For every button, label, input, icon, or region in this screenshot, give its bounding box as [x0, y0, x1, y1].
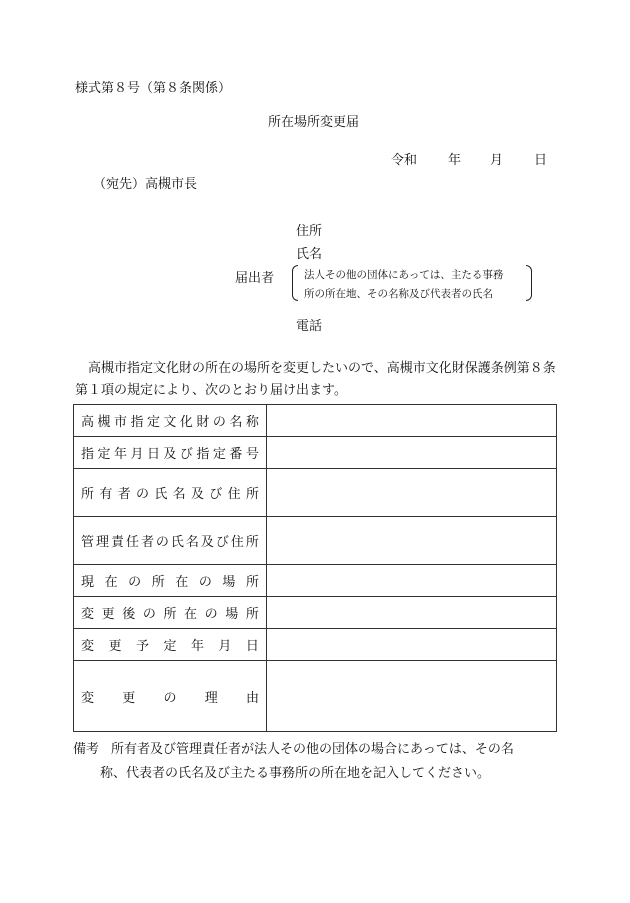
label-char: の — [212, 415, 226, 430]
body-text: 高槻市指定文化財の所在の場所を変更したいので、高槻市文化財保護条例第８条第１項の規定により、次のとおり届け出ます。 — [75, 361, 556, 398]
table-row — [74, 597, 557, 629]
label-char: 指 — [81, 447, 95, 462]
label-char: 変 — [81, 639, 95, 654]
label-char: 及 — [200, 535, 214, 550]
label-char: 住 — [227, 487, 241, 502]
label-char: 有 — [99, 487, 113, 502]
row-label — [74, 597, 267, 629]
label-text — [81, 687, 259, 706]
phone-label: 電話 — [296, 319, 323, 334]
label-char: 任 — [125, 535, 139, 550]
right-bracket — [526, 265, 532, 301]
remarks-line2: 称、代表者の氏名及び主たる事務所の所在地を記入してください。 — [100, 766, 491, 781]
label-text — [81, 443, 259, 462]
label-char: 名 — [172, 487, 186, 502]
label-char: 由 — [245, 690, 259, 706]
label-char: 更 — [122, 690, 136, 706]
label-char: 所 — [245, 487, 259, 502]
label-char: 指 — [196, 447, 210, 462]
info-table — [73, 404, 557, 732]
label-char: の — [128, 575, 142, 590]
table-row — [74, 437, 557, 469]
left-bracket — [292, 265, 298, 301]
label-char: 理 — [204, 690, 218, 706]
date-row — [391, 149, 551, 167]
document-title: 所在場所変更届 — [268, 115, 360, 130]
label-char: 定 — [97, 447, 111, 462]
label-char: 管 — [81, 535, 95, 550]
label-char: 日 — [245, 639, 259, 654]
label-char: 氏 — [170, 535, 184, 550]
label-char: 更 — [108, 639, 122, 654]
label-text — [81, 571, 259, 590]
label-char: 定 — [212, 447, 226, 462]
remarks-text-1: 所有者及び管理責任者が法人その他の団体の場合にあっては、その名 — [111, 742, 514, 757]
label-char: 所 — [245, 575, 259, 590]
remarks-line1 — [73, 738, 563, 762]
label-char: 日 — [146, 447, 160, 462]
label-char: 指 — [130, 415, 144, 430]
date-year: 年 — [448, 153, 462, 168]
label-char: 責 — [110, 535, 124, 550]
label-char: 変 — [81, 607, 95, 622]
date-era: 令和 — [391, 153, 418, 168]
label-char: 名 — [229, 415, 243, 430]
date-month: 月 — [490, 153, 504, 168]
table-row — [74, 517, 557, 565]
label-char: 号 — [245, 447, 259, 462]
label-char: 者 — [117, 487, 131, 502]
label-char: の — [204, 607, 218, 622]
name-label: 氏名 — [296, 247, 323, 262]
label-char: 及 — [190, 487, 204, 502]
corporate-note-line2: 所の所在地、その名称及び代表者の氏名 — [304, 288, 493, 300]
label-char: び — [209, 487, 223, 502]
label-char: 場 — [225, 607, 239, 622]
label-char: 高 — [81, 415, 95, 430]
row-value-field[interactable] — [267, 405, 557, 437]
label-char: の — [163, 690, 177, 706]
label-char: 月 — [218, 639, 232, 654]
label-char: 定 — [163, 639, 177, 654]
row-value-field[interactable] — [267, 565, 557, 597]
notifier-label: 届出者 — [235, 271, 275, 286]
label-char: 場 — [222, 575, 236, 590]
label-char: 変 — [81, 690, 95, 706]
row-value-field[interactable] — [267, 437, 557, 469]
label-char: 者 — [140, 535, 154, 550]
label-char: 及 — [163, 447, 177, 462]
row-label — [74, 629, 267, 661]
table-row — [74, 565, 557, 597]
label-char: び — [215, 535, 229, 550]
label-char: 月 — [130, 447, 144, 462]
table-row — [74, 629, 557, 661]
label-char: 槻 — [97, 415, 111, 430]
corporate-note — [292, 264, 532, 302]
label-char: 後 — [122, 607, 136, 622]
row-label — [74, 661, 267, 732]
date-day: 日 — [534, 153, 548, 168]
label-char: 在 — [104, 575, 118, 590]
label-char: 在 — [175, 575, 189, 590]
label-char: び — [179, 447, 193, 462]
label-char: 称 — [245, 415, 259, 430]
row-label — [74, 405, 267, 437]
table-row — [74, 405, 557, 437]
label-char: 年 — [113, 447, 127, 462]
label-char: 所 — [81, 487, 95, 502]
label-char: 現 — [81, 575, 95, 590]
corporate-note-line1: 法人その他の団体にあっては、主たる事務 — [304, 269, 504, 281]
label-text — [81, 603, 259, 622]
row-value-field[interactable] — [267, 629, 557, 661]
label-char: 在 — [184, 607, 198, 622]
row-value-field[interactable] — [267, 517, 557, 565]
label-char: の — [155, 535, 169, 550]
label-char: 氏 — [154, 487, 168, 502]
label-char: の — [142, 607, 156, 622]
row-label — [74, 565, 267, 597]
form-number: 様式第８号（第８条関係） — [75, 81, 232, 96]
label-text — [81, 635, 259, 654]
label-char: 財 — [196, 415, 210, 430]
label-char: 文 — [163, 415, 177, 430]
label-char: 理 — [95, 535, 109, 550]
label-char: 定 — [146, 415, 160, 430]
label-char: 年 — [190, 639, 204, 654]
row-value-field[interactable] — [267, 597, 557, 629]
remarks — [73, 738, 563, 786]
label-char: 化 — [179, 415, 193, 430]
label-char: 所 — [163, 607, 177, 622]
row-value-field[interactable] — [267, 661, 557, 732]
label-char: 所 — [245, 607, 259, 622]
addressee: （宛先）高槻市長 — [93, 177, 198, 192]
address-label: 住所 — [296, 224, 323, 239]
label-char: 市 — [113, 415, 127, 430]
label-char: 所 — [151, 575, 165, 590]
label-char: 更 — [101, 607, 115, 622]
row-label — [74, 437, 267, 469]
row-label — [74, 517, 267, 565]
row-label — [74, 469, 267, 517]
remarks-heading: 備考 — [73, 742, 100, 757]
label-char: 所 — [245, 535, 259, 550]
label-char: 名 — [185, 535, 199, 550]
label-char: 番 — [229, 447, 243, 462]
table-row — [74, 469, 557, 517]
row-value-field[interactable] — [267, 469, 557, 517]
label-char: 予 — [135, 639, 149, 654]
table-row — [74, 661, 557, 732]
label-text — [81, 531, 259, 550]
label-char: の — [135, 487, 149, 502]
label-char: の — [198, 575, 212, 590]
label-char: 住 — [230, 535, 244, 550]
label-text — [81, 411, 259, 430]
label-text — [81, 483, 259, 502]
